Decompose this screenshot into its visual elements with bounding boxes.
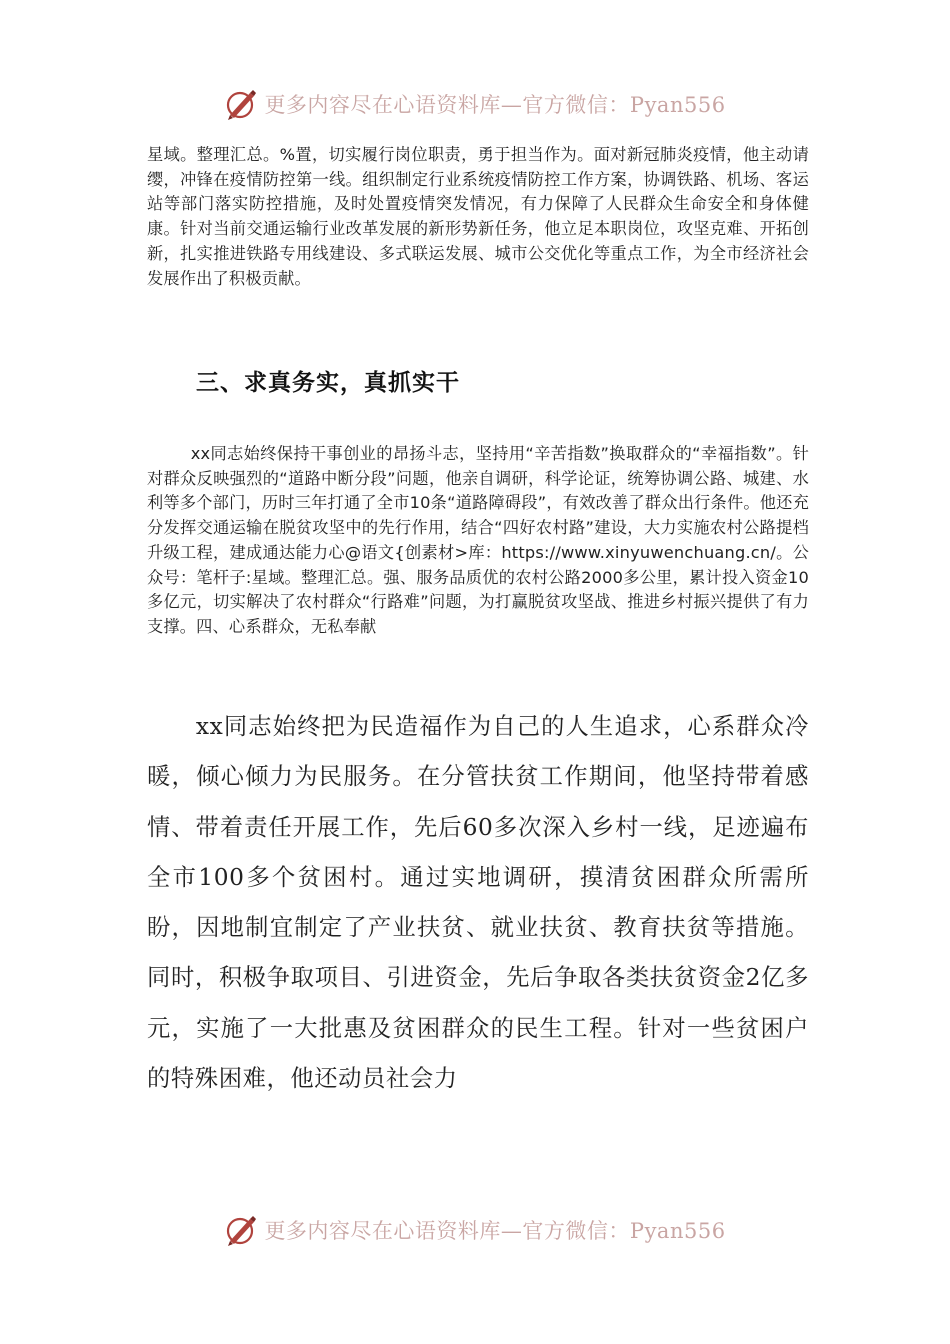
banner-text: 更多内容尽在心语资料库—官方微信：Pyan556: [264, 93, 726, 117]
continued-paragraph-block: [147, 143, 809, 291]
section-heading-three: 三、求真务实，真抓实干: [196, 370, 460, 396]
pen-in-circle-logo-icon: [224, 87, 258, 121]
paragraph-three-block: [147, 442, 809, 640]
paragraph-three: xx同志始终保持干事创业的昂扬斗志，坚持用“辛苦指数”换取群众的“幸福指数”。针对群众反映强烈的“道路中断分段”问题，他亲自调研，科学论证，统筹协调公路、城建、水利等多个部门，历时三年打通了全市10条“道路障碍段”，有效改善了群众出行条件。他还充分发挥交通运输在脱贫攻坚中的先行作用，结合“四好农村路”建设，大力实施农村公路提档升级工程，建成通达能力心@语文{创素材>库：https://www.xinyuwenchuang.cn/。公众号：笔杆子:星域。整理汇总。强、服务品质优的农村公路2000多公里，累计投入资金10多亿元，切实解决了农村群众“行路难”问题，为打赢脱贫攻坚战、推进乡村振兴提供了有力支撑。四、心系群众，无私奉献: [147, 444, 809, 636]
paragraph-four: xx同志始终把为民造福作为自己的人生追求，心系群众冷暖，倾心倾力为民服务。在分管扶贫工作期间，他坚持带着感情、带着责任开展工作，先后60多次深入乡村一线，足迹遍布全市100多个贫困村。通过实地调研，摸清贫困群众所需所盼，因地制宜制定了产业扶贫、就业扶贫、教育扶贫等措施。同时，积极争取项目、引进资金，先后争取各类扶贫资金2亿多元，实施了一大批惠及贫困群众的民生工程。针对一些贫困户的特殊困难，他还动员社会力: [147, 713, 809, 1093]
banner-text: 更多内容尽在心语资料库—官方微信：Pyan556: [264, 1219, 726, 1243]
footer-banner: [0, 1210, 950, 1250]
pen-in-circle-logo-icon: [224, 1213, 258, 1247]
continued-paragraph: 星域。整理汇总。%置，切实履行岗位职责，勇于担当作为。面对新冠肺炎疫情，他主动请缨，冲锋在疫情防控第一线。组织制定行业系统疫情防控工作方案，协调铁路、机场、客运站等部门落实防控措施，及时处置疫情突发情况，有力保障了人民群众生命安全和身体健康。针对当前交通运输行业改革发展的新形势新任务，他立足本职岗位，攻坚克难、开拓创新，扎实推进铁路专用线建设、多式联运发展、城市公交优化等重点工作，为全市经济社会发展作出了积极贡献。: [147, 145, 809, 288]
header-banner: [0, 84, 950, 124]
paragraph-four-block: [147, 702, 809, 1104]
